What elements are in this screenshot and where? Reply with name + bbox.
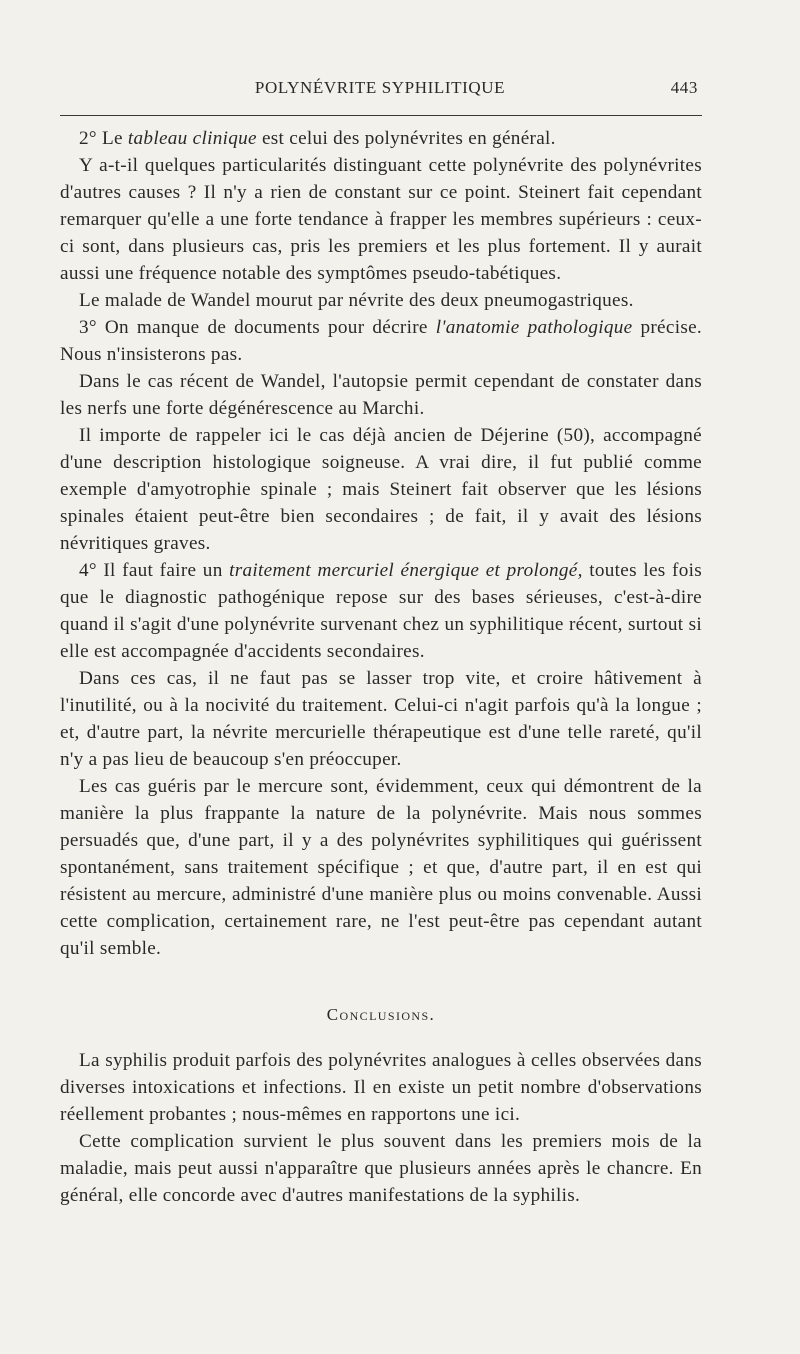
paragraph: Les cas guéris par le mercure sont, évidemment, ceux qui démontrent de la manière la plus frappante la nature de la polynévrite. Mais nous sommes persuadés que, d'une part, il y a des polynévrites syphilitiques qui guérissent spontanément, sans traitement spécifique ; et que, d'autre part, il en est qui résistent au mercure, administré d'une manière plus ou moins convenable. Aussi cette complication, certainement rare, ne l'est peut-être pas cependant autant qu'il semble.: [60, 776, 702, 959]
italic-term: tableau clinique: [127, 128, 257, 149]
header-rule: [60, 115, 702, 116]
main-text: [60, 125, 702, 962]
paragraph: Cette complication survient le plus souvent dans les premiers mois de la maladie, mais peut aussi n'apparaître que plusieurs années après le chancre. En général, elle concorde avec d'autres manifestations de la syphilis.: [60, 1131, 702, 1206]
paragraph: Y a-t-il quelques particularités distinguant cette polynévrite des polynévrites d'autres causes ? Il n'y a rien de constant sur ce point. Steinert fait cependant remarquer qu'elle a une forte tendance à frapper les membres supérieurs : ceux-ci sont, dans plusieurs cas, pris les premiers et les plus fortement. Il y aurait aussi une fréquence notable des symptômes pseudo-tabétiques.: [60, 155, 702, 284]
conclusions-text: [60, 1047, 702, 1209]
paragraph: 3° On manque de documents pour décrire l'anatomie pathologique précise. Nous n'insisterons pas.: [60, 317, 702, 365]
paragraph: Le malade de Wandel mourut par névrite des deux pneumogastriques.: [79, 290, 634, 311]
running-header: [60, 78, 700, 102]
section-heading: [60, 1001, 702, 1028]
italic-term: l'anatomie pathologique: [435, 317, 633, 338]
italic-term: traitement mercuriel énergique et prolongé,: [229, 560, 583, 581]
paragraph: Il importe de rappeler ici le cas déjà ancien de Déjerine (50), accompagné d'une description histologique soigneuse. A vrai dire, il fut publié comme exemple d'amyotrophie spinale ; mais Steinert fait observer que les lésions spinales étaient peut-être bien secondaires ; de fait, il y avait des lésions névritiques graves.: [60, 425, 702, 554]
paragraph: Dans ces cas, il ne faut pas se lasser trop vite, et croire hâtivement à l'inutilité, ou à la nocivité du traitement. Celui-ci n'agit parfois qu'à la longue ; et, d'autre part, la névrite mercurielle thérapeutique est d'une telle rareté, qu'il n'y a pas lieu de beaucoup s'en préoccuper.: [60, 668, 702, 770]
paragraph: 2° Le tableau clinique est celui des polynévrites en général.: [79, 128, 556, 149]
conclusions-heading: Conclusions.: [326, 1005, 436, 1024]
paragraph: Dans le cas récent de Wandel, l'autopsie permit cependant de constater dans les nerfs une forte dégénérescence au Marchi.: [60, 371, 702, 419]
paragraph: 4° Il faut faire un traitement mercuriel énergique et prolongé, toutes les fois que le diagnostic pathogénique repose sur des bases sérieuses, c'est-à-dire quand il s'agit d'une polynévrite survenant chez un syphilitique récent, surtout si elle est accompagnée d'accidents secondaires.: [60, 560, 703, 662]
paragraph: La syphilis produit parfois des polynévrites analogues à celles observées dans diverses intoxications et infections. Il en existe un petit nombre d'observations réellement probantes ; nous-mêmes en rapportons une ici.: [60, 1050, 702, 1125]
page-number: 443: [670, 78, 698, 97]
running-title: POLYNÉVRITE SYPHILITIQUE: [254, 78, 506, 97]
